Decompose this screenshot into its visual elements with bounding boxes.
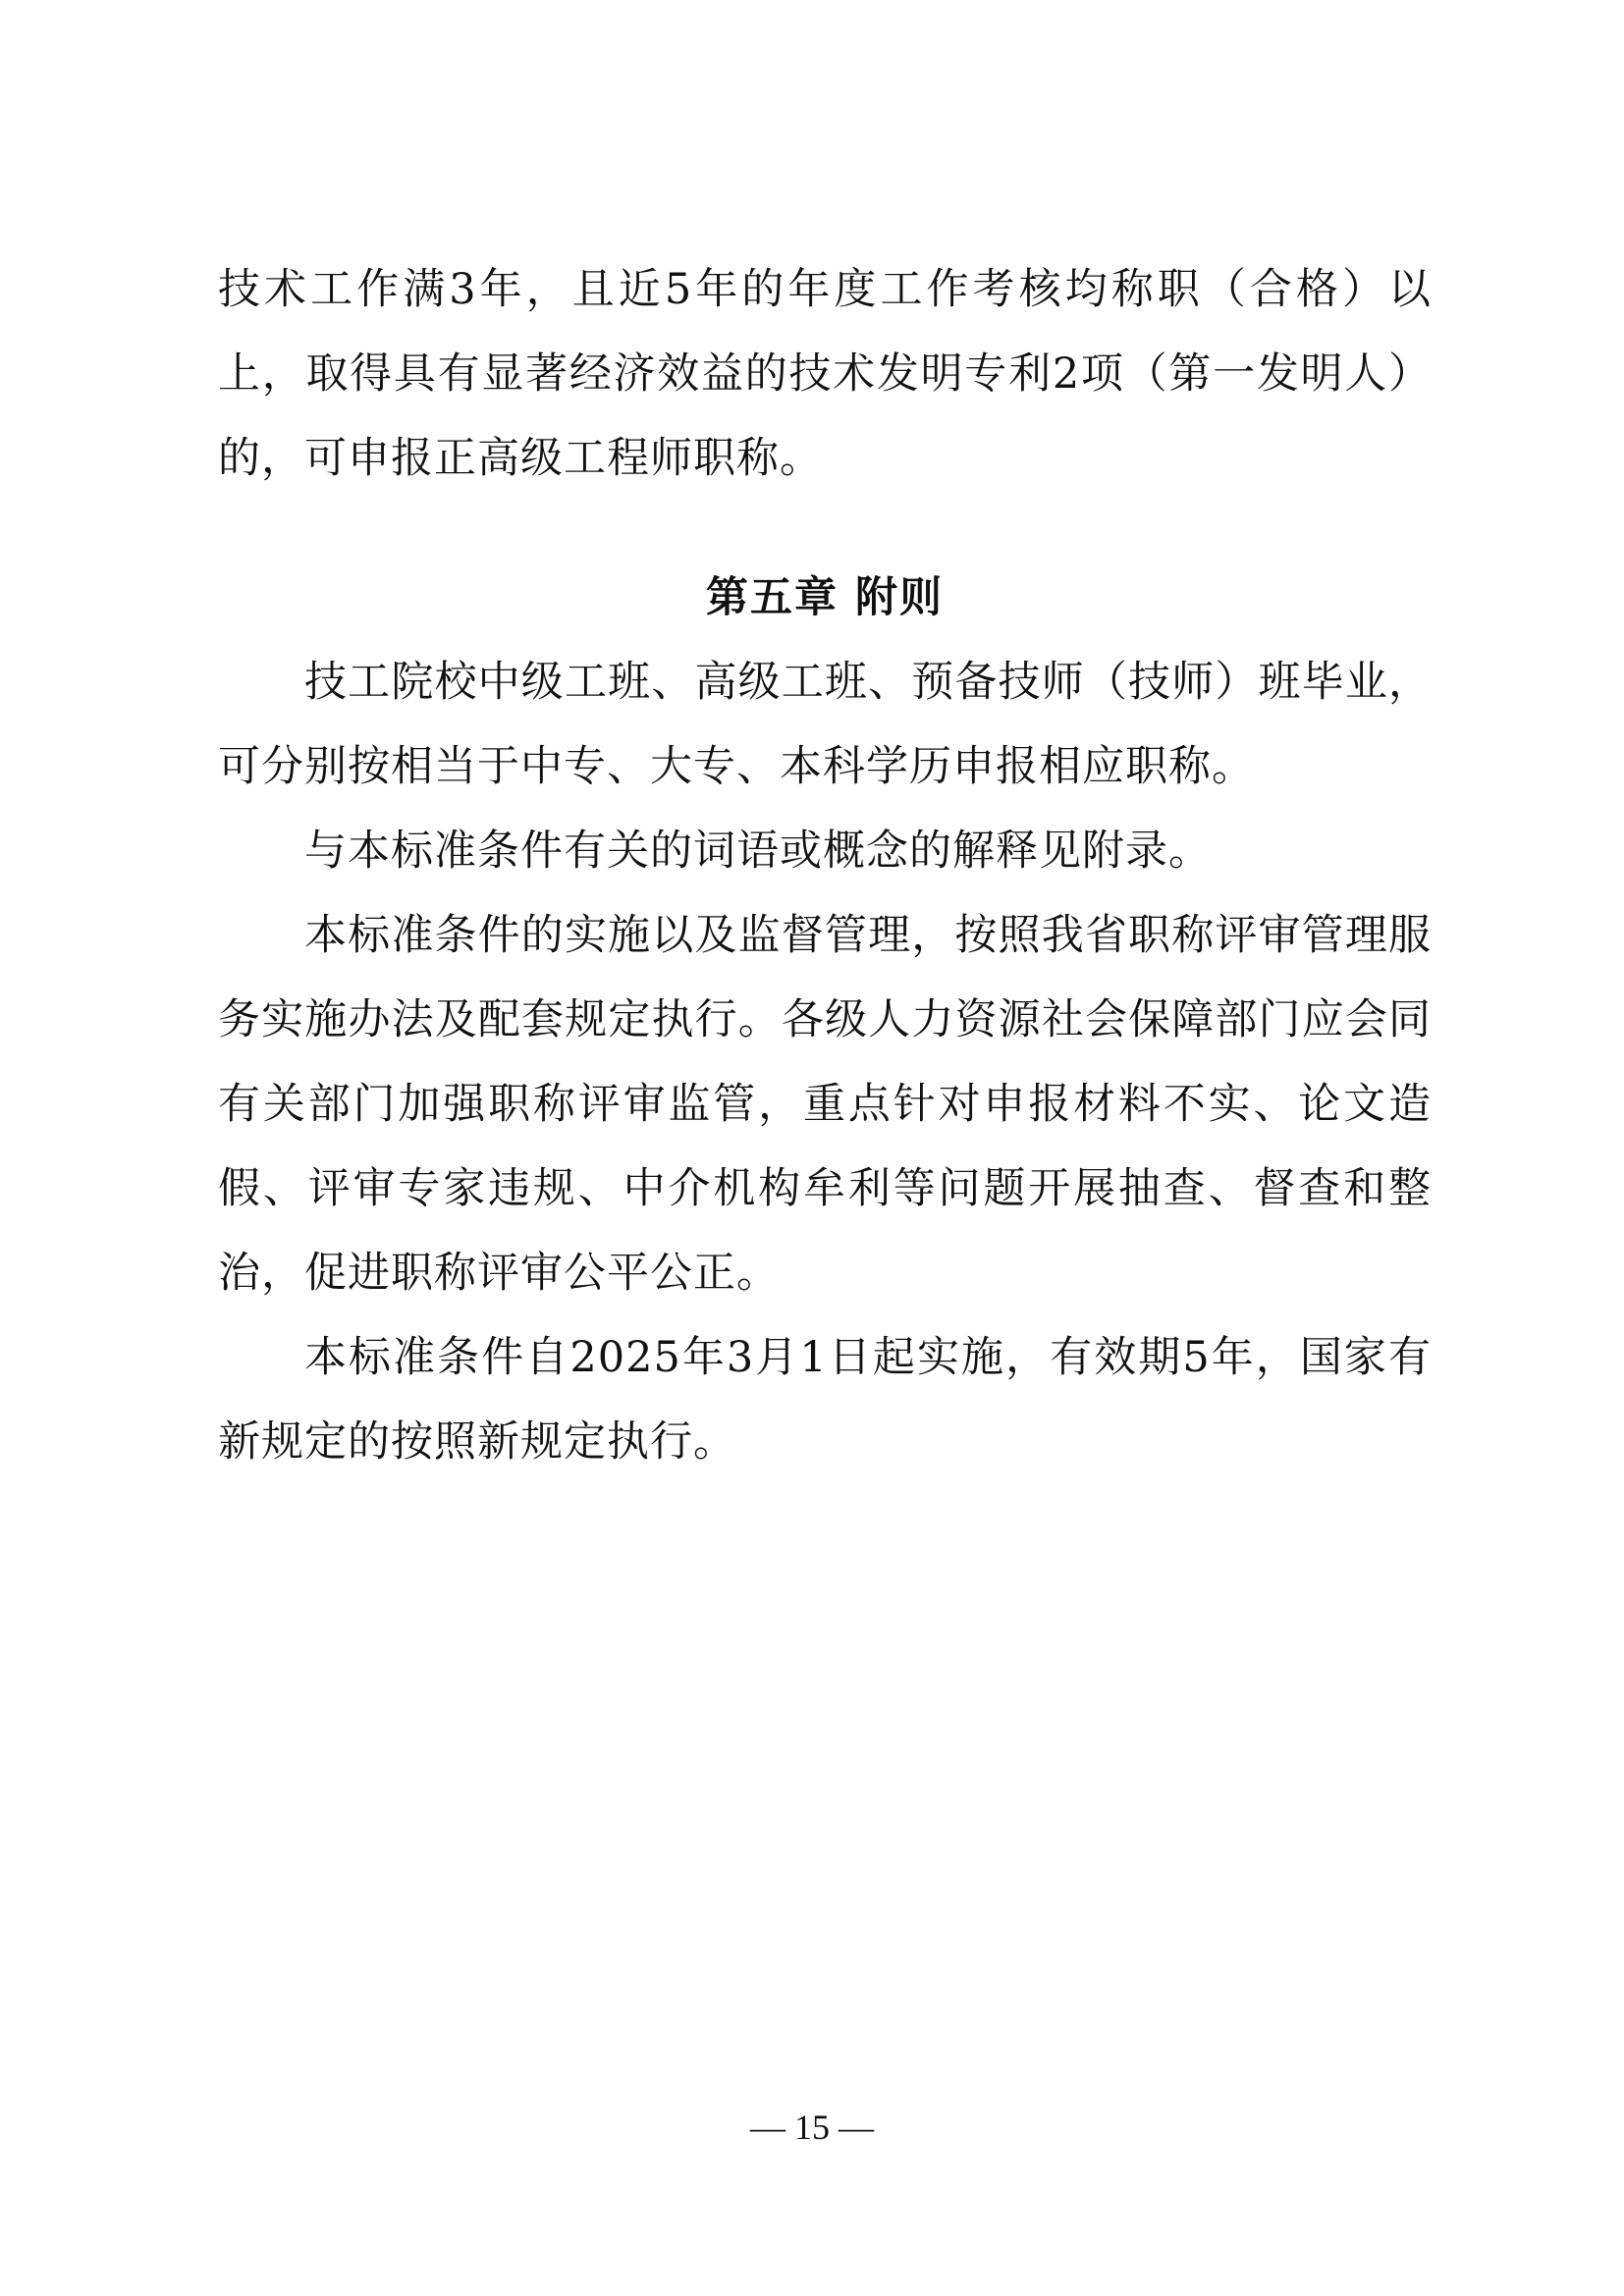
- paragraph-appendix-reference: 与本标准条件有关的词语或概念的解释见附录。: [304, 827, 1212, 876]
- paragraph-supervision: 本标准条件的实施以及监督管理，按照我省职称评审管理服务实施办法及配套规定执行。各级人力资源社会保障部门应会同有关部门加强职称评审监管，重点针对申报材料不实、论文造假、评审专家违规、中介机构牟利等问题开展抽查、督查和整治，促进职称评审公平公正。: [218, 911, 1432, 1298]
- page-number: — 15 —: [750, 2108, 874, 2147]
- paragraph-effective-date: 本标准条件自2025年3月1日起实施，有效期5年，国家有新规定的按照新规定执行。: [218, 1333, 1432, 1467]
- chapter-title: 第五章 附则: [706, 573, 944, 622]
- paragraph-technical-schools: 技工院校中级工班、高级工班、预备技师（技师）班毕业，可分别按相当于中专、大专、本科学历申报相应职称。: [218, 658, 1432, 791]
- document-body: [218, 247, 1432, 1484]
- continuation-paragraph: 技术工作满3年，且近5年的年度工作考核均称职（合格）以上，取得具有显著经济效益的技术发明专利2项（第一发明人）的，可申报正高级工程师职称。: [218, 265, 1432, 483]
